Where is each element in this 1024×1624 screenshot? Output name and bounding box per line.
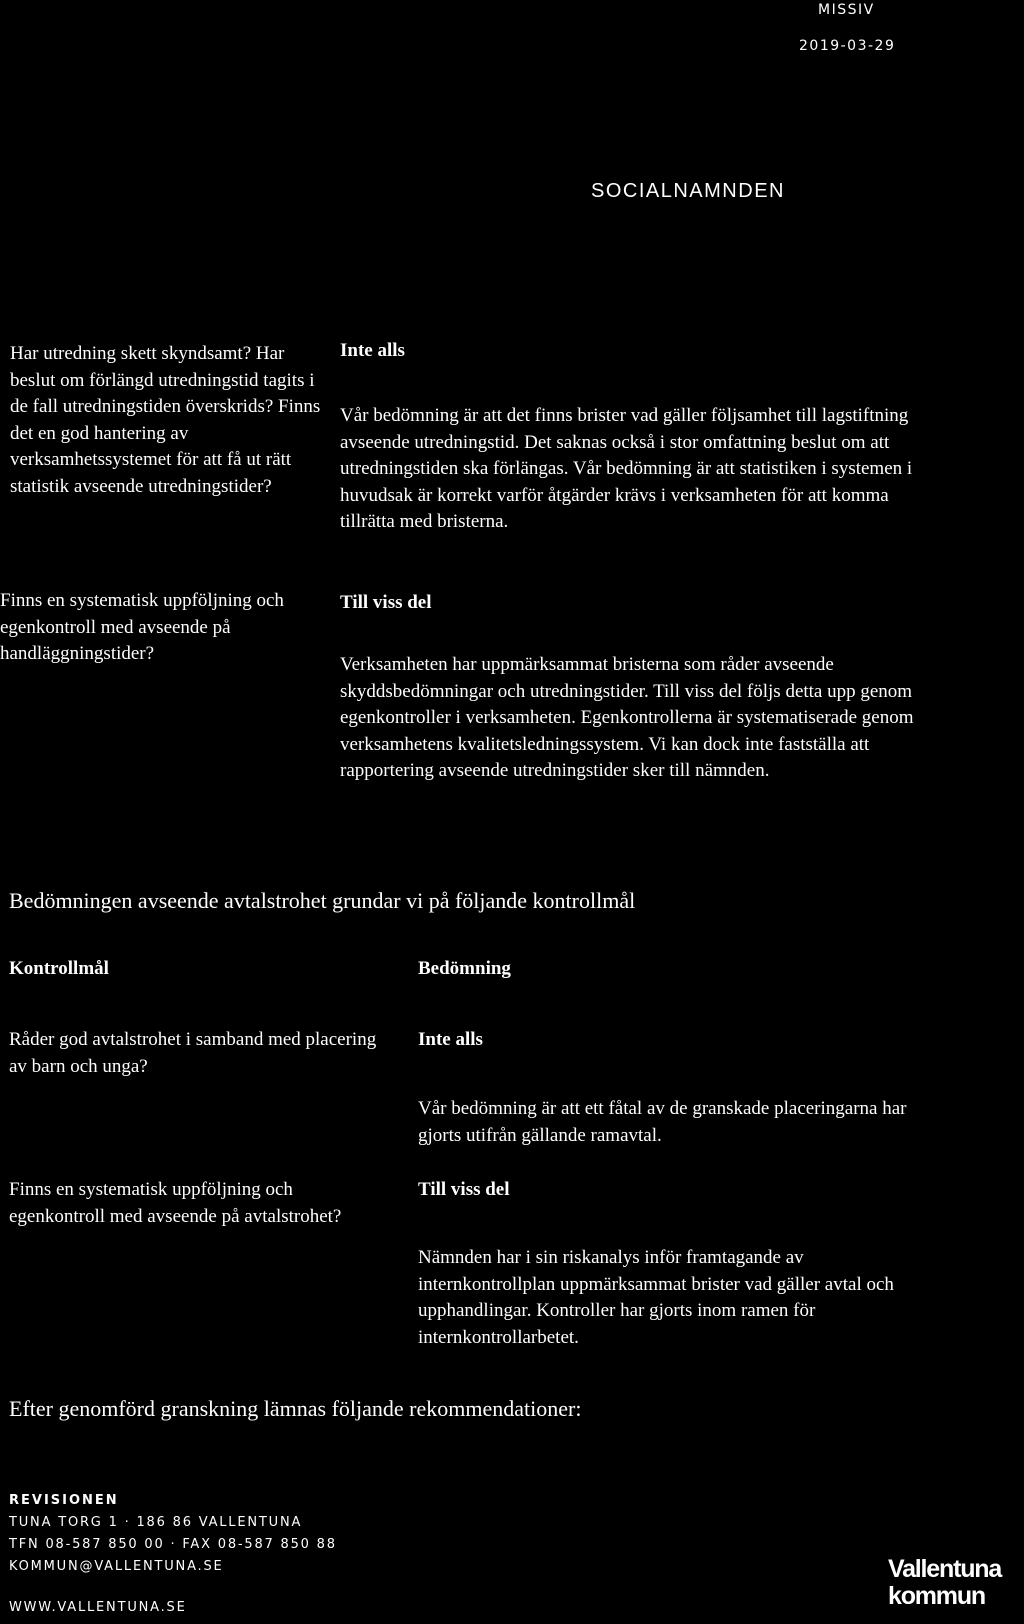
control-question-4: Finns en systematisk uppföljning och egenkontroll med avseende på avtalstrohet? [9, 1179, 342, 1227]
logo-line-1: Vallentuna [888, 1555, 1002, 1583]
footer-email-link[interactable]: KOMMUN@VALLENTUNA.SE [9, 1559, 224, 1574]
assessment-rating-2: Till viss del [340, 592, 432, 613]
footer-organisation: REVISIONEN [9, 1493, 119, 1508]
section-heading: Bedömningen avseende avtalstrohet grundar vi på följande kontrollmål [9, 888, 636, 913]
footer-phone: TFN 08-587 850 00 · FAX 08-587 850 88 [9, 1537, 337, 1552]
assessment-text-3: Vår bedömning är att ett fåtal av de granskade placeringarna har gjorts utifrån gällande ramavtal. [418, 1098, 907, 1146]
control-question-2: Finns en systematisk uppföljning och egenkontroll med avseende på handläggningstider? [0, 590, 284, 664]
column-header-assessment: Bedömning [418, 958, 511, 979]
document-date: 2019-03-29 [799, 38, 896, 54]
assessment-rating-1: Inte alls [340, 340, 405, 361]
assessment-text-2: Verksamheten har uppmärksammat bristerna som råder avseende skyddsbedömningar och utredningstider. Till viss del följs detta upp genom egenkontroller i verksamheten. Egenkontrollerna är systematiserade genom verksamhetens kvalitetsledningssystem. Vi kan dock inte fastställa att rapportering avseende utredningstider sker till nämnden. [340, 654, 914, 781]
footer-website-link[interactable]: WWW.VALLENTUNA.SE [9, 1600, 187, 1615]
control-question-3: Råder god avtalstrohet i samband med placering av barn och unga? [9, 1029, 377, 1077]
assessment-text-1: Vår bedömning är att det finns brister vad gäller följsamhet till lagstiftning avseende utredningstid. Det saknas också i stor omfattning beslut om att utredningstiden ska förlängas. Vår bedömning är att statistiken i systemen i huvudsak är korrekt varför åtgärder krävs i verksamheten för att komma tillrätta med bristerna. [340, 405, 913, 532]
control-question-1: Har utredning skett skyndsamt? Har beslut om förlängd utredningstid tagits i de fall utredningstiden överskrids? Finns det en god hantering av verksamhetssystemet för att få ut rätt statistik avseende utredningstider? [10, 343, 321, 497]
vallentuna-kommun-logo [888, 1556, 1018, 1610]
recipient-heading: SOCIALNAMNDEN [591, 180, 785, 202]
recommendations-intro: Efter genomförd granskning lämnas följande rekommendationer: [9, 1396, 582, 1421]
footer-address: TUNA TORG 1 · 186 86 VALLENTUNA [9, 1515, 303, 1530]
document-type-label: MISSIV [818, 2, 875, 18]
assessment-rating-4: Till viss del [418, 1179, 510, 1200]
assessment-rating-3: Inte alls [418, 1029, 483, 1050]
logo-line-2: kommun [888, 1582, 985, 1610]
assessment-text-4: Nämnden har i sin riskanalys inför framtagande av internkontrollplan uppmärksammat brister vad gäller avtal och upphandlingar. Kontroller har gjorts inom ramen för internkontrollarbetet. [418, 1247, 894, 1348]
column-header-control-goal: Kontrollmål [9, 958, 109, 979]
